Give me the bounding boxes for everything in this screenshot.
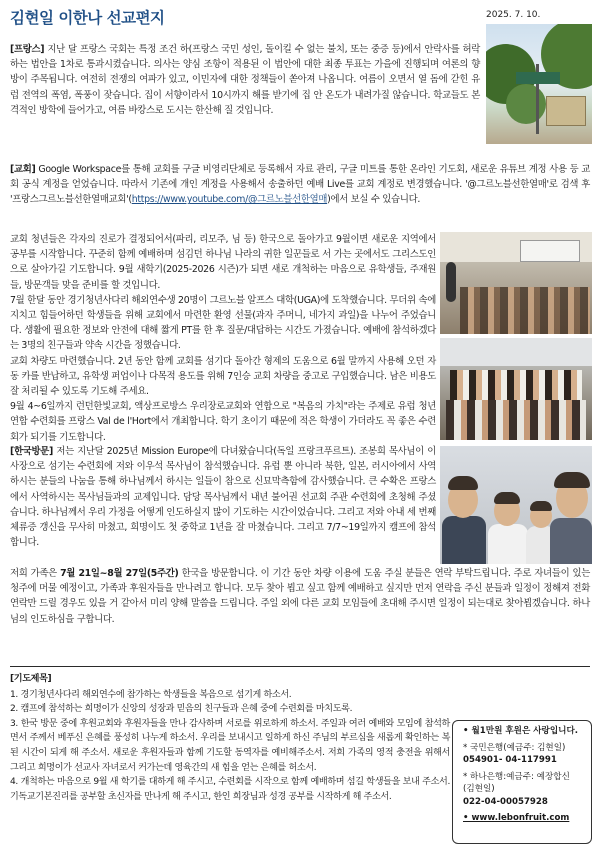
section-divider: [10, 666, 590, 667]
youtube-link[interactable]: https://www.youtube.com/@그르노블선한열매: [131, 194, 328, 206]
korea-visit-text-2: 한국을 방문합니다. 이 기간 동안 차량 이용에 도움 주실 분들은 연락 부탁드립니다. 주로 자녀들이 있는 청주에 머물 예정이고, 가족과 후원자들을 만나려고 합니다. 모두 찾아 뵙고 싶고 함께 예배하고 싶지만 먼저 연락을 주신 분들과 일정이 정해져 전화 연락만 드릴 경우도 있을 거 같아서 미리 양해 말씀을 드립니다. 주일 외에 다른 교회 모임들에 초대해 주시면 일정이 되는대로 찾아뵙겠습니다. 하나님의 인도하심을 구합니다.: [10, 568, 590, 625]
france-text: 지난 달 프랑스 국회는 특정 조건 하(프랑스 국민 성인, 돌이킬 수 없는 불치, 또는 중증 등)에서 안락사를 허락하는 법안을 1차로 통과시켰습니다. 의사는 양심 조항이 적용된 이 법안에 대한 최종 투표는 가을에 진행되며 여론의 향방이 주목됩니다. 여전히 전쟁의 여파가 있고, 이민자에 대한 정책들이 쏟아져 나옵니다. 여름이 오면서 열 돔에 갇힌 유럽 전역의 폭염, 폭풍이 잦습니다. 집이 서향이라서 10시까지 해를 받기에 집 안 온도가 내려가질 않습니다. 학교들도 본격적인 방학에 들어가고, 여름 바캉스로 도시는 한산해 질 것입니다.: [10, 44, 480, 116]
korea-label: [한국방문]: [10, 446, 53, 457]
prayer-item: 1. 경기청년사다리 해외연수에 참가하는 학생들을 복음으로 섬기게 하소서.: [10, 689, 292, 700]
france-section: [10, 42, 480, 118]
prayer-item: 4. 개척하는 마음으로 9월 새 학기를 대하게 해 주시고, 수련회를 시작으로 함께 예배하며 섬길 학생들을 보내 주소서. 기독교기본진리를 공부할 초신자를 만나게 해 주시고, 한인 희장님과 성경 공부를 시작하게 해 주소서.: [10, 777, 450, 802]
france-label: [프랑스]: [10, 44, 45, 55]
website-link[interactable]: • www.lebonfruit.com: [463, 813, 570, 823]
prayer-list: [10, 688, 450, 805]
group-photo: [440, 338, 592, 440]
korea-visit-text-1: 저희 가족은: [10, 568, 61, 579]
korea-visit-paragraph: [10, 566, 590, 627]
church-text-2: )에서 보실 수 있습니다.: [327, 194, 421, 206]
donation-lead: • 월1만원 후원은 사랑입니다.: [463, 726, 579, 736]
letter-date: 2025. 7. 10.: [486, 10, 541, 20]
church-paragraph: 7월 한달 동안 경기청년사다리 해외연수생 20명이 그르노블 알프스 대학(UGA)에 도착했습니다. 무더위 속에 지치고 힘들어하던 학생들을 위해 교회에서 마련한 환영 선물(과자 주머니, 네가지 과일)을 나누어 주었습니다. 생활에 필요한 정보와 안전에 대해 짧게 PT를 한 후 질문/대답하는 시간도 가졌습니다. 예배에 참석하겠다는 3명의 친구들과 약속 시간을 정했습니다.: [10, 294, 436, 352]
prayer-requests: [10, 672, 450, 804]
donation-box: [452, 720, 592, 844]
church-paragraph: 교회 청년들은 각자의 진로가 결정되어서(파리, 리모주, 님 등) 한국으로 돌아가고 9월이면 새로운 지역에서 공부를 시작합니다. 꾸준히 함께 예배하며 섬김던 하나님 나라의 귀한 일꾼들로 서 가는 곳에서도 그리스도인으로 살아가길 기도합니다. 9월 새학기(2025-2026 시즌)가 되면 새로 개척하는 마음으로 유학생들, 주재원들, 방문객들 맞을 준비를 할 것입니다.: [10, 234, 436, 291]
letter-title: 김현일 이한나 선교편지: [10, 9, 165, 27]
korea-section: [10, 444, 436, 550]
church-label: [교회]: [10, 164, 36, 175]
prayer-title: [기도제목]: [10, 674, 52, 684]
church-section-intro: [10, 162, 590, 208]
korea-text: 저는 지난달 2025년 Mission Europe에 다녀왔습니다(독일 프랑크푸르트). 조봉희 목사님이 이사장으로 섬기는 수련회에 저와 이우석 목사님이 참석했습니다. 유럽 뿐 아니라 북한, 일본, 러시아에서 사역하시는 분들의 나눔을 통해 하나님께서 하시는 일들이 참으로 신묘막측함에 감사했습니다. 큰 수확은 프랑스에서 사역하시는 목사님들과의 교제입니다. 담당 목사님께서 내년 불어권 선교회 주관 수련회에 초청해 주셨습니다. 하나님께서 우리 가정을 어떻게 인도하실지 많이 기도하는 시간이었습니다. 그리고 저와 아내 세 번째 체류증 갱신을 무사히 마쳤고, 희명이도 첫 중학교 1년을 잘 마쳤습니다. 그리고 7/7~19일까지 캠프에 참석합니다.: [10, 446, 436, 549]
bank2-label: * 하나은행:예금주: 예장합신 (김현일): [463, 771, 570, 794]
prayer-item: 3. 한국 방문 중에 후원교회와 후원자들을 만나 감사하며 서로를 위로하게 하소서. 주일과 여러 예배와 모임에 참석하면서 주께서 베푸신 은혜를 풍성히 나누게 하소서. 우리를 보내시고 일하게 하신 주님의 부르심을 새롭게 확인하는 복된 시간이 되게 해 주소서. 새로운 후원자들과 함께 기도할 동역자를 예비해주소서. 저희 가족의 영적 충전을 위해서 그리고 희명이가 선교사 자녀로서 커가는데 영육간의 새 힘을 얻는 은혜를 허소서.: [10, 718, 450, 773]
church-section-body: [10, 232, 436, 445]
church-text-1: Google Workspace를 통해 교회를 구글 비영리단체로 등록해서 자료 관리, 구글 미트를 통한 온라인 기도회, 새로운 유튜브 계정 사용 등 교회 공식 계정을 얻었습니다. 따라서 기존에 개인 계정을 사용해서 송출하던 예배 Live를 교회 계정로 변경했습니다. '@그르노블선한열매'로 검색 후 '프랑스그르노블선한열매교회'(: [10, 164, 590, 206]
classroom-photo: [440, 232, 592, 334]
church-paragraph: 9월 4~6일까지 런던한빛교회, 액상프로방스 우리장로교회와 연합으로 "복음의 가치"라는 주제로 유럽 청년 연합 수련회를 프랑스 Val de l'Hort에서 개최합니다. 학기 초이기 때문에 적은 학생이 가더라도 꼭 좋은 수련회가 되기를 기도합니다.: [10, 401, 436, 443]
bank1-label: * 국민은행(예금주: 김현일): [463, 742, 566, 753]
visit-dates: 7월 21일~8월 27일(5주간): [60, 568, 179, 579]
pastors-photo: [440, 446, 592, 564]
bank1-account: 054901- 04-117991: [463, 755, 557, 765]
street-sign-photo: [486, 24, 592, 144]
bank2-account: 022-04-00057928: [463, 796, 548, 807]
prayer-item: 2. 캠프에 참석하는 희명이가 신앙의 성장과 믿음의 친구들과 은혜 중에 수련회를 마치도록.: [10, 704, 353, 715]
church-paragraph: 교회 차량도 마련했습니다. 2년 동안 함께 교회를 섬기다 돌아간 형제의 도움으로 6월 말까지 사용해 오던 자동 카를 반납하고, 유학생 퍼업이나 다목적 용도를 위해 7인승 교회 차량을 중고로 구입했습니다. 남은 비용도 잘 처리될 수 있도록 기도해 주세요.: [10, 355, 436, 398]
